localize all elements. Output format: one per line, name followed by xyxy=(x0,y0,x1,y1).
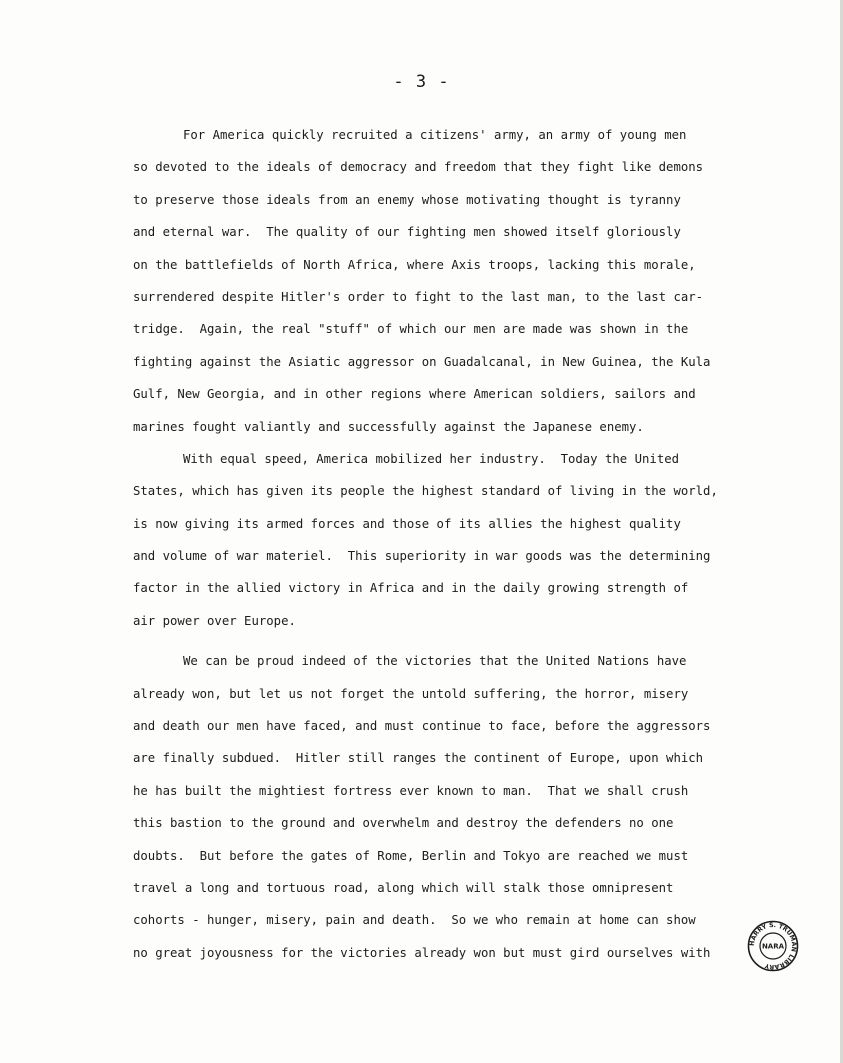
paragraph-1 xyxy=(133,124,733,448)
text-line: to preserve those ideals from an enemy whose motivating thought is tyranny xyxy=(133,192,681,207)
text-line: marines fought valiantly and successfully against the Japanese enemy. xyxy=(133,419,644,434)
paragraph-gap xyxy=(133,642,733,650)
document-body xyxy=(133,124,733,974)
text-line: air power over Europe. xyxy=(133,613,296,628)
text-line: We can be proud indeed of the victories that the United Nations have xyxy=(183,654,687,669)
page-number: - 3 - xyxy=(393,72,450,92)
text-line: and eternal war. The quality of our fighting men showed itself gloriously xyxy=(133,225,681,240)
text-line: and volume of war materiel. This superiority in war goods was the determining xyxy=(133,549,711,564)
text-line: surrendered despite Hitler's order to fight to the last man, to the last car- xyxy=(133,289,704,304)
text-line: For America quickly recruited a citizens' army, an army of young men xyxy=(183,128,687,142)
text-line: States, which has given its people the highest standard of living in the world, xyxy=(133,484,718,499)
text-line: is now giving its armed forces and those of its allies the highest quality xyxy=(133,516,681,531)
text-line: and death our men have faced, and must continue to face, before the aggressors xyxy=(133,719,711,734)
text-line: tridge. Again, the real "stuff" of which our men are made was shown in the xyxy=(133,322,689,337)
text-line: factor in the allied victory in Africa and in the daily growing strength of xyxy=(133,581,689,596)
text-line: are finally subdued. Hitler still ranges the continent of Europe, upon which xyxy=(133,751,704,766)
text-line: he has built the mightiest fortress ever known to man. That we shall crush xyxy=(133,783,689,798)
library-stamp-icon xyxy=(747,920,799,972)
text-line: on the battlefields of North Africa, where Axis troops, lacking this morale, xyxy=(133,257,696,272)
text-line: With equal speed, America mobilized her industry. Today the United xyxy=(183,451,680,466)
stamp-inner-text: NARA xyxy=(761,942,785,951)
text-line: travel a long and tortuous road, along which will stalk those omnipresent xyxy=(133,880,674,895)
text-line: no great joyousness for the victories already won but must gird ourselves with xyxy=(133,945,711,960)
paragraph-2 xyxy=(133,448,733,642)
text-line: this bastion to the ground and overwhelm and destroy the defenders no one xyxy=(133,816,674,831)
text-line: already won, but let us not forget the untold suffering, the horror, misery xyxy=(133,686,689,701)
text-line: doubts. But before the gates of Rome, Berlin and Tokyo are reached we must xyxy=(133,848,689,863)
stamp-outer-text: HARRY S. TRUMAN LIBRARY xyxy=(748,921,798,971)
text-line: fighting against the Asiatic aggressor on Guadalcanal, in New Guinea, the Kula xyxy=(133,354,711,369)
text-line: so devoted to the ideals of democracy and freedom that they fight like demons xyxy=(133,160,704,175)
text-line: cohorts - hunger, misery, pain and death. So we who remain at home can show xyxy=(133,913,696,928)
text-line: Gulf, New Georgia, and in other regions where American soldiers, sailors and xyxy=(133,387,696,402)
paragraph-3 xyxy=(133,650,733,974)
